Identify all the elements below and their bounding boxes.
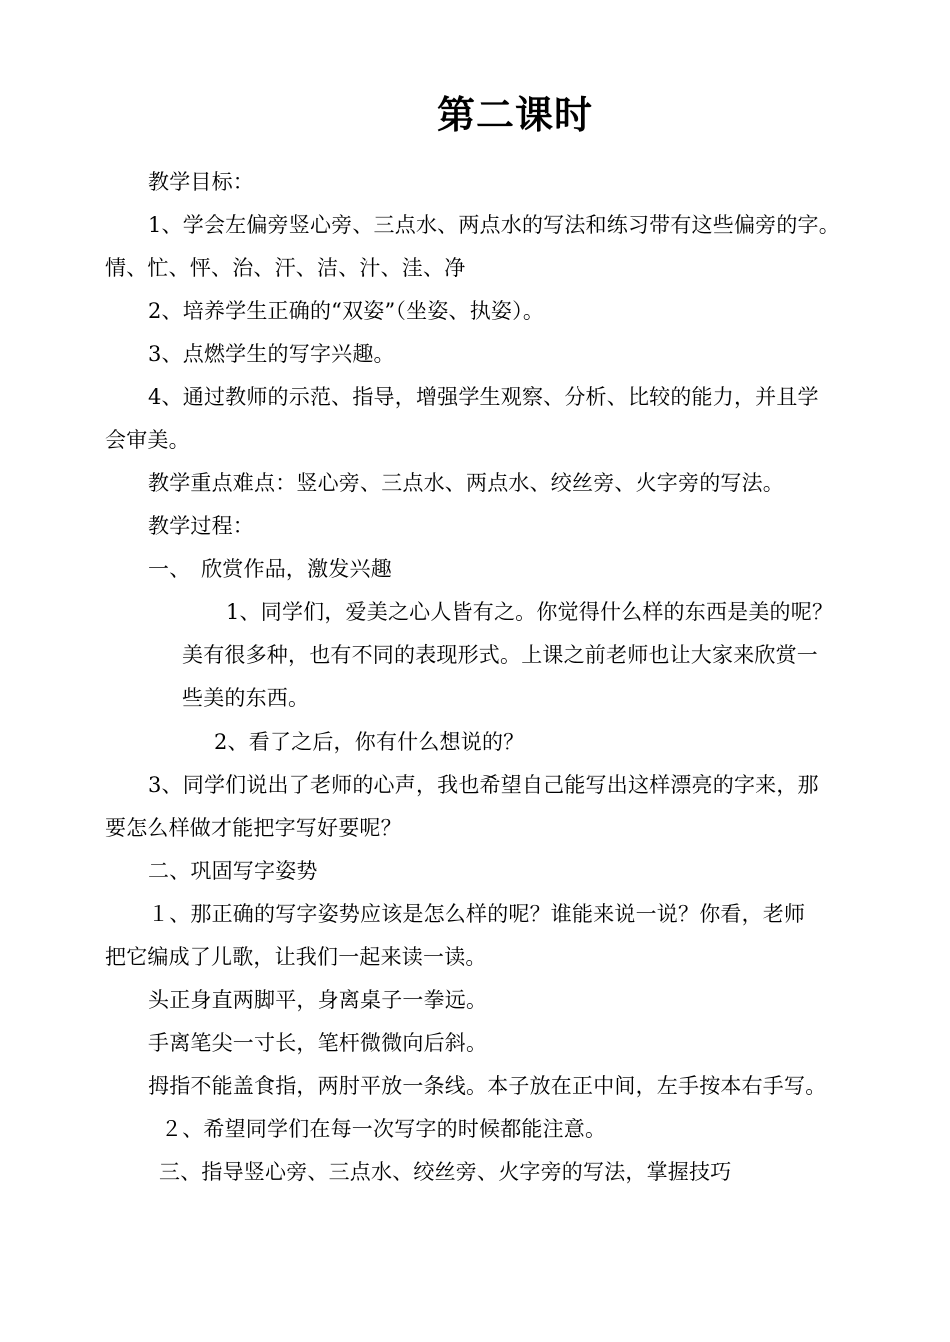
text-line-objective-4-cont: 会审美。 [105, 428, 190, 452]
text-line-rhyme-1: 头正身直两脚平，身离桌子一拳远。 [148, 988, 488, 1012]
page-title: 第二课时 [436, 93, 593, 137]
text-line-section-1-item-1-cont: 美有很多种，也有不同的表现形式。上课之前老师也让大家来欣赏一 [182, 643, 818, 667]
text-line-objective-4: 4、通过教师的示范、指导，增强学生观察、分析、比较的能力，并且学 [148, 385, 819, 409]
text-line-section-1-item-1: 1、同学们，爱美之心人皆有之。你觉得什么样的东西是美的呢？ [226, 600, 834, 624]
text-line-rhyme-2: 手离笔尖一寸长，笔杆微微向后斜。 [148, 1031, 488, 1055]
text-line-rhyme-3: 拇指不能盖食指，两肘平放一条线。本子放在正中间，左手按本右手写。 [148, 1074, 827, 1098]
text-line-section-2-item-1: １、那正确的写字姿势应该是怎么样的呢？谁能来说一说？你看，老师 [148, 902, 806, 926]
text-line-key-points: 教学重点难点：竖心旁、三点水、两点水、绞丝旁、火字旁的写法。 [148, 471, 784, 495]
text-line-section-1-item-1-cont2: 些美的东西。 [182, 686, 310, 710]
text-line-objective-3: 3、点燃学生的写字兴趣。 [148, 342, 395, 366]
text-line-section-3: 三、指导竖心旁、三点水、绞丝旁、火字旁的写法，掌握技巧 [159, 1160, 732, 1184]
text-line-objectives-heading: 教学目标： [148, 170, 254, 194]
text-line-section-2-item-2: ２、希望同学们在每一次写字的时候都能注意。 [161, 1117, 607, 1141]
text-line-objective-2: 2、培养学生正确的“双姿”（坐姿、执姿）。 [148, 299, 545, 323]
text-line-objective-1: 1、学会左偏旁竖心旁、三点水、两点水的写法和练习带有这些偏旁的字。 [148, 213, 840, 237]
text-line-section-2: 二、巩固写字姿势 [148, 859, 318, 883]
text-line-process-heading: 教学过程： [148, 514, 254, 538]
text-line-section-1-item-3-cont: 要怎么样做才能把字写好要呢？ [105, 816, 402, 840]
text-line-section-1-item-3: 3、同学们说出了老师的心声，我也希望自己能写出这样漂亮的字来，那 [148, 773, 819, 797]
text-line-objective-1-chars: 情、忙、怦、治、汗、洁、汁、洼、净 [105, 256, 466, 280]
text-line-section-1: 一、 欣赏作品，激发兴趣 [148, 557, 392, 581]
text-line-section-1-item-2: 2、看了之后，你有什么想说的？ [214, 730, 525, 754]
text-line-section-2-item-1-cont: 把它编成了儿歌，让我们一起来读一读。 [105, 945, 487, 969]
